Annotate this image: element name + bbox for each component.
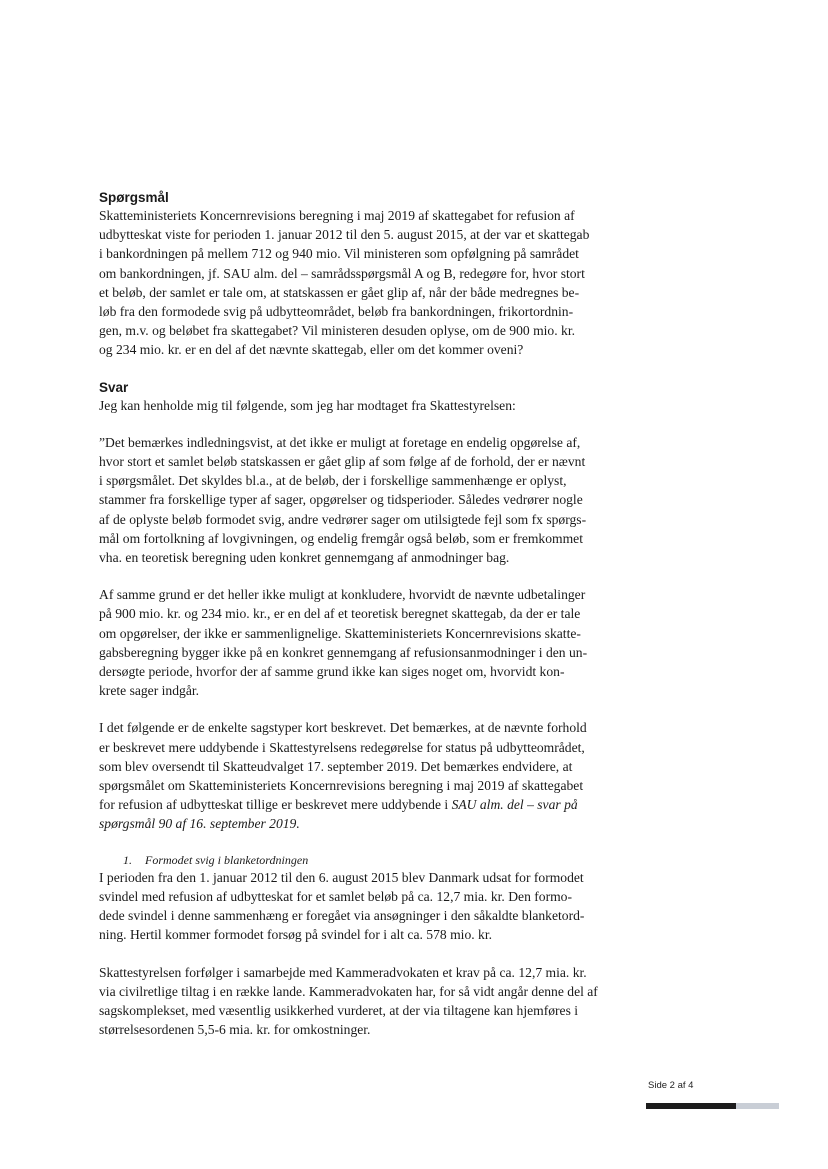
text-line: I det følgende er de enkelte sagstyper kort beskrevet. Det bemærkes, at de nævnte forhold bbox=[99, 720, 587, 736]
text-line: spørgsmålet om Skatteministeriets Koncernrevisions beregning i maj 2019 af skattegabet bbox=[99, 778, 584, 794]
spacer bbox=[99, 567, 611, 585]
text-line bbox=[99, 795, 611, 814]
text-line: på 900 mio. kr. og 234 mio. kr., er en del af et teoretisk beregnet skattegab, da der er tale bbox=[99, 606, 581, 622]
reference-italic: SAU alm. del – svar på bbox=[451, 797, 578, 813]
answer-paragraph-4 bbox=[99, 868, 611, 945]
text-line: svindel med refusion af udbytteskat for et samlet beløb på ca. 12,7 mia. kr. Den formo- bbox=[99, 888, 573, 904]
answer-paragraph-3 bbox=[99, 718, 611, 833]
answer-paragraph-2 bbox=[99, 585, 611, 700]
text-line: krete sager indgår. bbox=[99, 683, 200, 699]
spacer bbox=[99, 945, 611, 963]
text-line: gen, m.v. og beløbet fra skattegabet? Vil ministeren desuden oplyse, om de 900 mio. kr. bbox=[99, 323, 575, 339]
text-line: og 234 mio. kr. er en del af det nævnte skattegab, eller om det kommer oveni? bbox=[99, 342, 524, 358]
footer-bar-dark-segment bbox=[646, 1103, 736, 1109]
text-line: i bankordningen på mellem 712 og 940 mio. Vil ministeren som opfølgning på samrådet bbox=[99, 246, 579, 262]
text-line: gabsberegning bygger ikke på en konkret gennemgang af refusionsanmodninger i den un- bbox=[99, 644, 588, 660]
reference-italic-line: spørgsmål 90 af 16. september 2019. bbox=[99, 816, 300, 832]
question-heading: Spørgsmål bbox=[99, 190, 169, 205]
spacer bbox=[99, 415, 611, 433]
answer-paragraph-5 bbox=[99, 963, 611, 1040]
answer-heading: Svar bbox=[99, 379, 129, 395]
text-line: dede svindel i denne sammenhæng er foregået via ansøgninger i den såkaldte blanketord- bbox=[99, 908, 585, 924]
text-line: sagskomplekset, med væsentlig usikkerhed vurderet, at der via tiltagene kan hjemføres i bbox=[99, 1002, 579, 1018]
text-line: mål om fortolkning af lovgivningen, og endelig fremgår også beløb, som er fremkommet bbox=[99, 530, 583, 546]
text-line: via civilretlige tiltag i en række lande. Kammeradvokaten har, for så vidt angår denne del af bbox=[99, 983, 598, 999]
text-line: om opgørelser, der ikke er sammenlignelige. Skatteministeriets Koncernrevisions skatte- bbox=[99, 625, 581, 641]
spacer bbox=[99, 360, 611, 380]
text-line: Skatteministeriets Koncernrevisions beregning i maj 2019 af skattegabet for refusion af bbox=[99, 208, 575, 223]
text-line: størrelsesordenen 5,5-6 mia. kr. for omkostninger. bbox=[99, 1022, 371, 1038]
text-line: stammer fra forskellige typer af sager, opgørelser og tidsperioder. Således vedrører nogle bbox=[99, 492, 583, 508]
text-line: dersøgte periode, hvorfor der af samme grund ikke kan siges noget om, hvorvidt kon- bbox=[99, 664, 565, 680]
spacer bbox=[99, 834, 611, 852]
document-body bbox=[99, 190, 611, 1039]
text-line: I perioden fra den 1. januar 2012 til den 6. august 2015 blev Danmark udsat for formodet bbox=[99, 869, 584, 885]
text-line: et beløb, der samlet er tale om, at statskassen er gået glip af, når der både medregnes be- bbox=[99, 284, 580, 300]
text-line: om bankordningen, jf. SAU alm. del – samrådsspørgsmål A og B, redegøre for, hvor stort bbox=[99, 265, 585, 281]
answer-paragraph-1 bbox=[99, 433, 611, 567]
page-number: Side 2 af 4 bbox=[648, 1080, 694, 1091]
text-line: er beskrevet mere uddybende i Skattestyrelsens redegørelse for status på udbytteområdet, bbox=[99, 739, 585, 755]
footer-bar-light-segment bbox=[736, 1103, 779, 1109]
text-line: ”Det bemærkes indledningsvist, at det ikke er muligt at foretage en endelig opgørelse af, bbox=[99, 434, 581, 450]
text-line: hvor stort et samlet beløb statskassen er gået glip af som følge af de forhold, der er nævnt bbox=[99, 454, 586, 470]
text-line: Af samme grund er det heller ikke muligt at konkludere, hvorvidt de nævnte udbetalinger bbox=[99, 587, 586, 603]
section-number: 1. bbox=[123, 852, 132, 867]
footer-progress-bar bbox=[646, 1103, 779, 1109]
text-line: ning. Hertil kommer formodet forsøg på svindel for i alt ca. 578 mio. kr. bbox=[99, 927, 493, 943]
text-span: for refusion af udbytteskat tillige er beskrevet mere uddybende i bbox=[99, 797, 452, 813]
answer-intro: Jeg kan henholde mig til følgende, som jeg har modtaget fra Skattestyrelsen: bbox=[99, 397, 516, 413]
text-line: som blev oversendt til Skatteudvalget 17. september 2019. Det bemærkes endvidere, at bbox=[99, 758, 573, 774]
section-title: Formodet svig i blanketordningen bbox=[145, 852, 309, 867]
text-line: løb fra den formodede svig på udbytteområdet, beløb fra bankordningen, frikortordnin- bbox=[99, 304, 574, 320]
text-line: udbytteskat viste for perioden 1. januar 2012 til den 5. august 2015, at der var et skattegab bbox=[99, 227, 590, 243]
section-1-heading bbox=[123, 852, 611, 868]
text-line: i spørgsmålet. Det skyldes bl.a., at de beløb, der i forskellige sammenhænge er oplyst, bbox=[99, 473, 567, 489]
text-line: Skattestyrelsen forfølger i samarbejde med Kammeradvokaten et krav på ca. 12,7 mia. kr. bbox=[99, 964, 587, 980]
question-paragraph bbox=[99, 206, 611, 360]
text-line: af de oplyste beløb formodet svig, andre vedrører sager om utilsigtede fejl som fx spørgs- bbox=[99, 511, 587, 527]
spacer bbox=[99, 700, 611, 718]
text-line: vha. en teoretisk beregning uden konkret gennemgang af anmodninger bag. bbox=[99, 550, 510, 566]
